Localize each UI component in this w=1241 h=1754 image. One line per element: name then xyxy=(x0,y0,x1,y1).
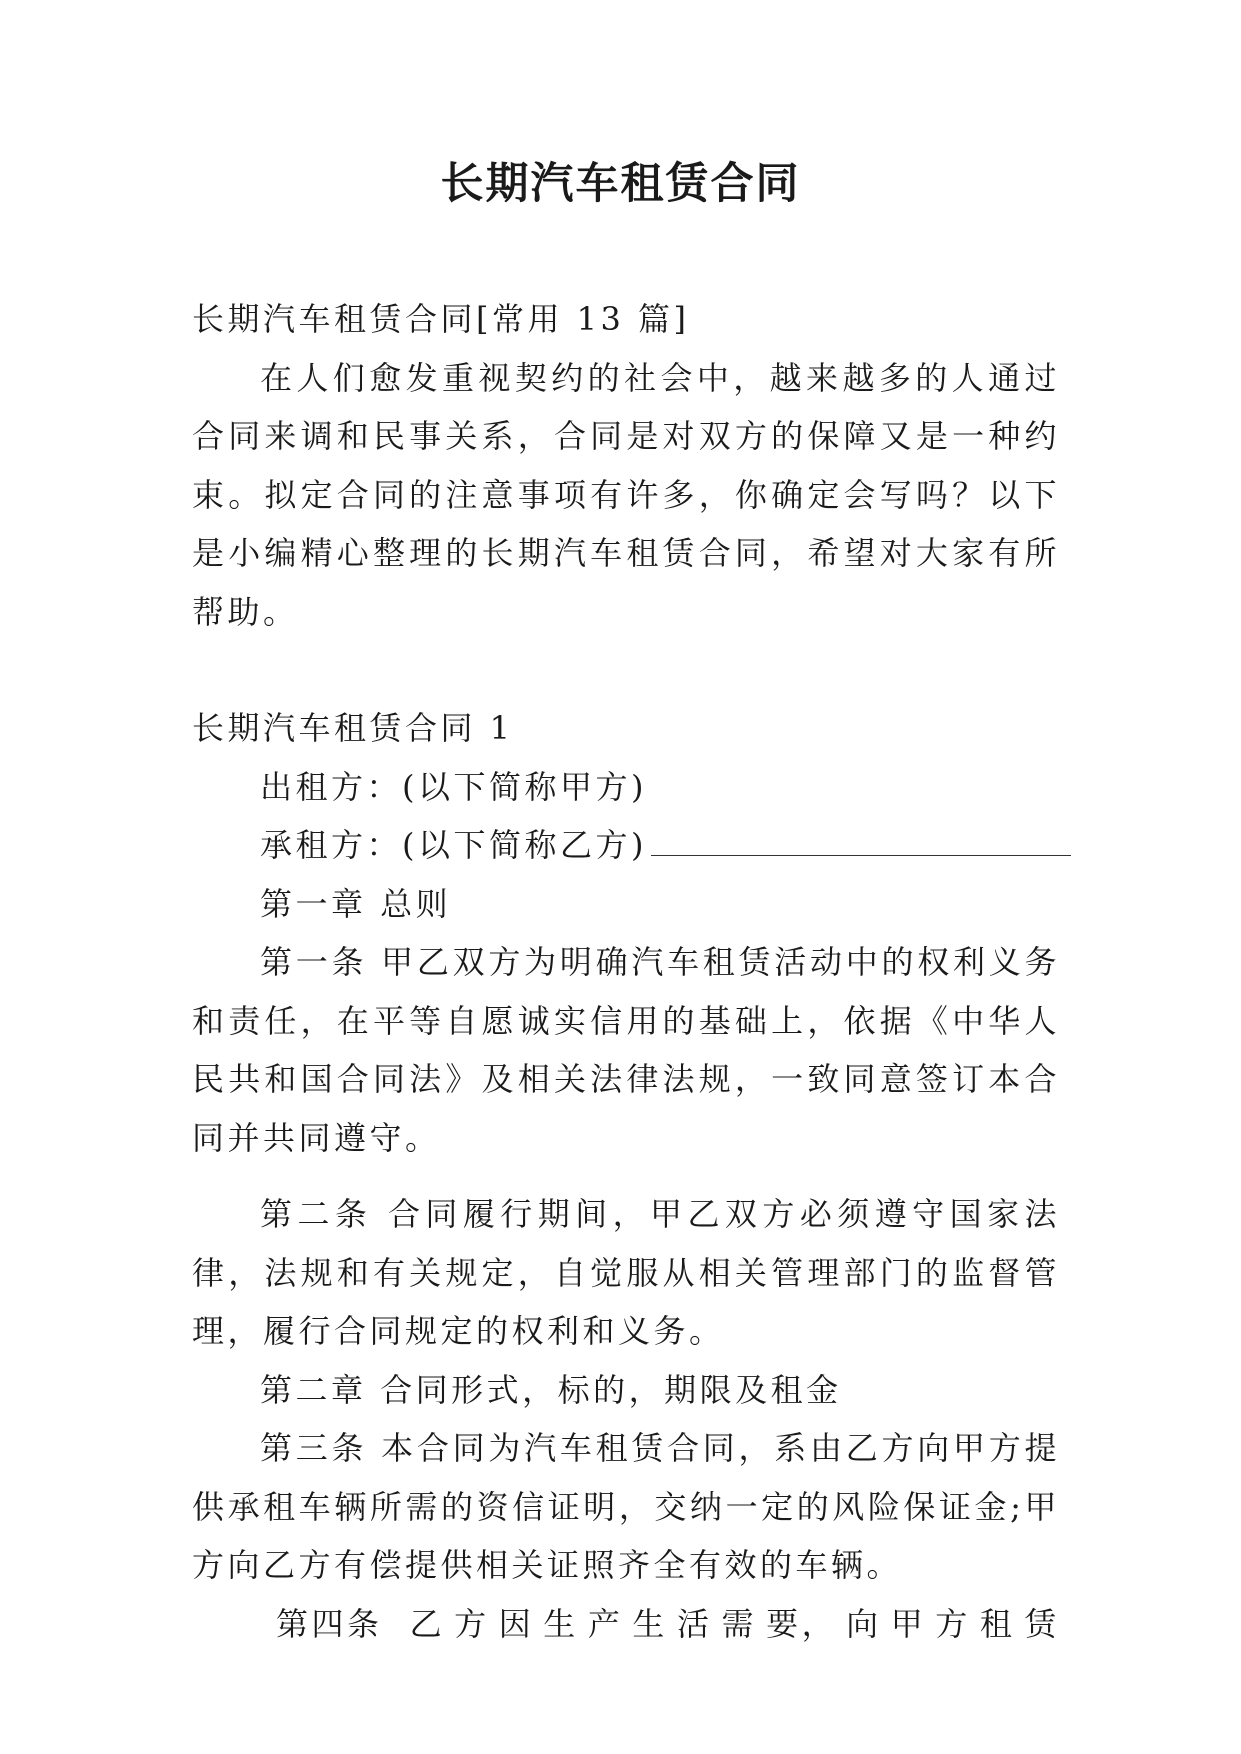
document-body xyxy=(192,290,1060,1653)
lessee-name-blank xyxy=(651,825,1071,856)
intro-paragraph: 在人们愈发重视契约的社会中，越来越多的人通过合同来调和民事关系，合同是对双方的保障又是一种约束。拟定合同的注意事项有许多，你确定会写吗？以下是小编精心整理的长期汽车租赁合同，希望对大家有所帮助。 xyxy=(192,358,1060,631)
article-4-word: 需 xyxy=(721,1604,758,1643)
article-4-word: 方 xyxy=(454,1604,490,1643)
chapter-1-heading: 第一章 总则 xyxy=(260,884,452,923)
article-4-word: 要， xyxy=(766,1604,838,1643)
document-subtitle: 长期汽车租赁合同[常用 13 篇] xyxy=(192,300,690,338)
article-4-word: 产 xyxy=(587,1604,624,1643)
article-3: 第三条 本合同为汽车租赁合同，系由乙方向甲方提供承租车辆所需的资信证明，交纳一定的风险保证金;甲方向乙方有偿提供相关证照齐全有效的车辆。 xyxy=(192,1429,1060,1584)
article-4-word: 生 xyxy=(632,1604,668,1643)
article-4-word: 租 xyxy=(979,1604,1016,1643)
section-heading: 长期汽车租赁合同 1 xyxy=(192,709,514,747)
chapter-2-heading: 第二章 合同形式，标的，期限及租金 xyxy=(260,1370,842,1409)
article-4-word: 因 xyxy=(498,1604,535,1643)
article-4-partial xyxy=(192,1595,1060,1654)
lessor-line: 出租方：(以下简称甲方) xyxy=(260,767,647,806)
article-4-word: 赁 xyxy=(1024,1604,1060,1643)
article-4-word: 活 xyxy=(676,1604,713,1643)
article-2: 第二条 合同履行期间，甲乙双方必须遵守国家法律，法规和有关规定，自觉服从相关管理部门的监督管理，履行合同规定的权利和义务。 xyxy=(192,1195,1060,1350)
article-1: 第一条 甲乙双方为明确汽车租赁活动中的权利义务和责任，在平等自愿诚实信用的基础上，依据《中华人民共和国合同法》及相关法律法规，一致同意签订本合同并共同遵守。 xyxy=(192,943,1060,1157)
article-4-word: 向 xyxy=(846,1604,882,1643)
lessee-line xyxy=(192,816,1060,875)
article-4-word: 生 xyxy=(543,1604,579,1643)
document-title: 长期汽车租赁合同 xyxy=(440,159,801,209)
lessee-label: 承租方：(以下简称乙方) xyxy=(260,826,647,864)
article-4-word: 方 xyxy=(935,1604,971,1643)
article-4-word: 第四条 xyxy=(276,1604,383,1643)
article-4-word: 乙 xyxy=(409,1604,446,1643)
article-4-word: 甲 xyxy=(890,1604,927,1643)
